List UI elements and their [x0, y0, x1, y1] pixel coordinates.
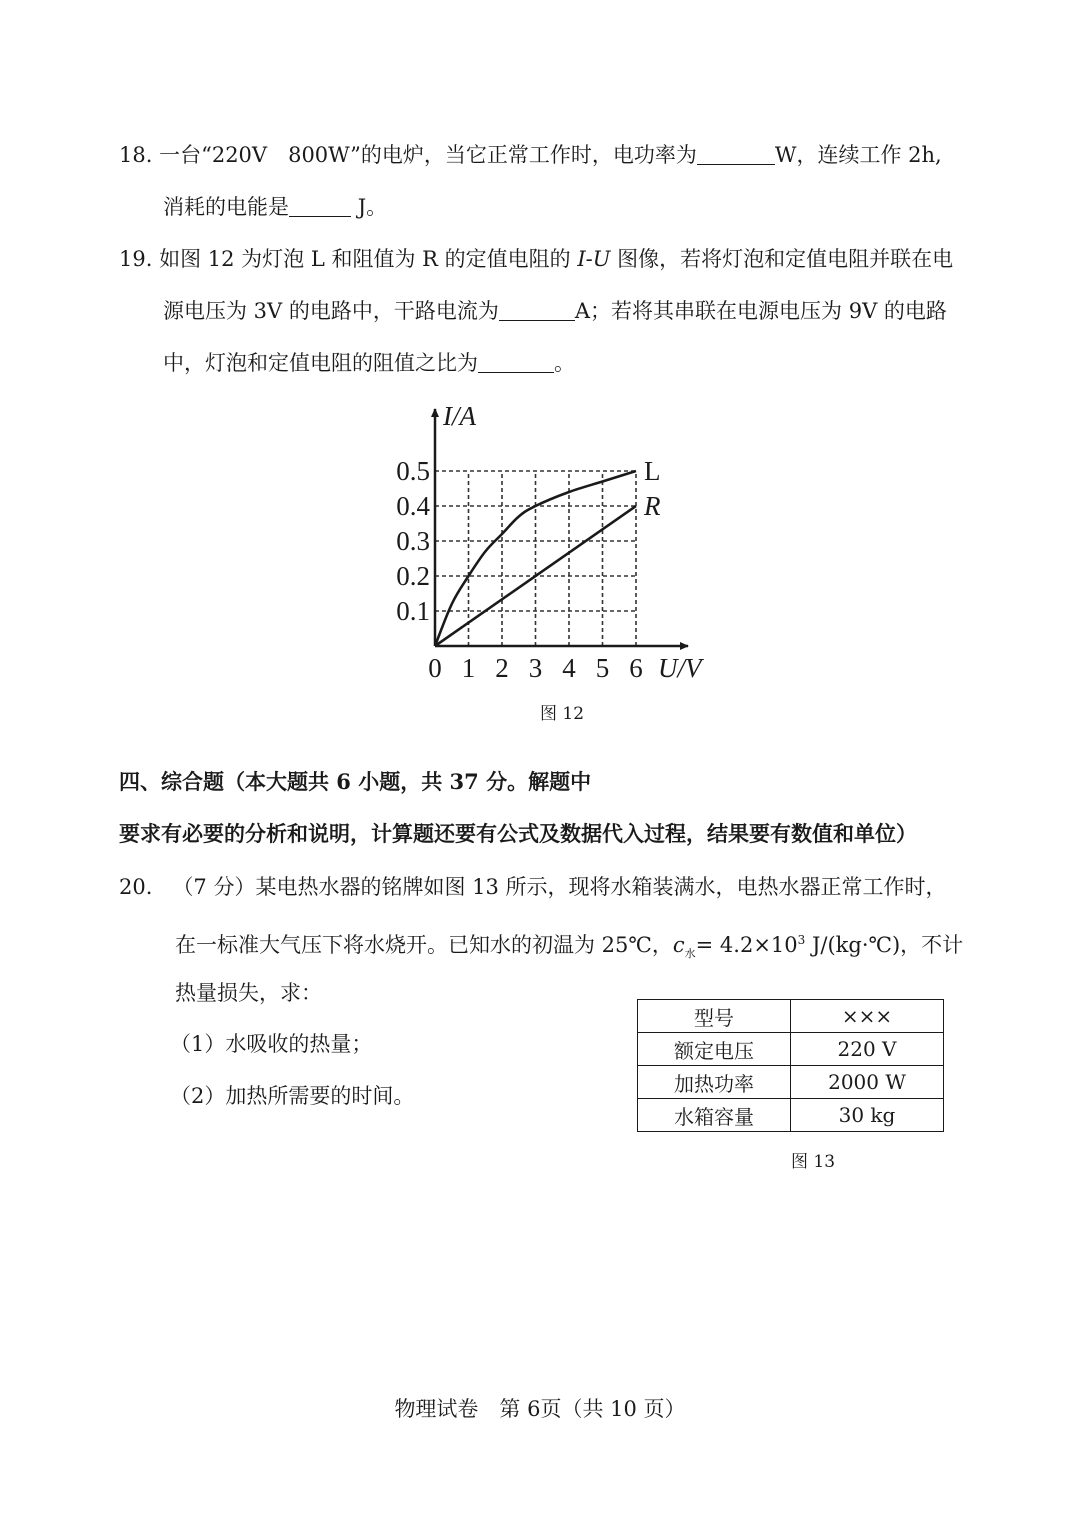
q18-line1: [119, 140, 942, 170]
q20-sub2: （2）加热所需要的时间。: [170, 1084, 415, 1108]
q19-text-a: 如图 12 为灯泡 L 和阻值为 R 的定值电阻的: [159, 247, 571, 271]
fig12-caption: 图 12: [540, 704, 585, 724]
table-cell-value: 220 V: [791, 1033, 944, 1066]
x-axis-label: U/V: [658, 653, 702, 683]
q20-text-c: = 4.2×10: [695, 933, 798, 957]
fig13-spec-table: [637, 999, 944, 1132]
table-cell-label: 加热功率: [638, 1066, 791, 1099]
table-cell-label: 型号: [638, 1000, 791, 1033]
q19-blank-current[interactable]: [499, 298, 575, 321]
table-cell-label: 额定电压: [638, 1033, 791, 1066]
q20-number: 20.: [119, 875, 153, 899]
section4-instructions: 要求有必要的分析和说明，计算题还要有公式及数据代入过程，结果要有数值和单位）: [119, 821, 917, 846]
q19-text-f: 。: [554, 351, 575, 375]
x-tick-label: 0: [428, 653, 442, 683]
table-row: [638, 1000, 944, 1033]
q18-blank-power[interactable]: [697, 142, 775, 165]
q18-text-d: J。: [357, 195, 388, 219]
x-tick-label: 6: [629, 653, 643, 683]
x-tick-label: 3: [528, 653, 543, 683]
table-cell-label: 水箱容量: [638, 1099, 791, 1132]
y-tick-label: 0.3: [396, 526, 430, 556]
q19-blank-ratio[interactable]: [478, 350, 554, 373]
q19-text-c: 源电压为 3V 的电路中，干路电流为: [163, 299, 499, 323]
x-tick-label: 2: [495, 653, 509, 683]
page-footer: 物理试卷 第 6页（共 10 页）: [394, 1397, 686, 1421]
q18-text-a: 一台“220V 800W”的电炉，当它正常工作时，电功率为: [159, 143, 697, 167]
q20-line3: 热量损失，求：: [175, 981, 322, 1005]
q19-iu-symbol: I-U: [577, 247, 611, 271]
table-row: [638, 1099, 944, 1132]
table-cell-value: 2000 W: [791, 1066, 944, 1099]
y-tick-label: 0.4: [396, 491, 430, 521]
q19-line1: [119, 244, 953, 274]
q20-sub1: （1）水吸收的热量；: [170, 1032, 373, 1056]
x-tick-label: 1: [461, 653, 476, 683]
table-cell-value: 30 kg: [791, 1099, 944, 1132]
q18-text-b: W，连续工作 2h,: [774, 143, 942, 167]
fig12-iu-chart: [378, 392, 728, 684]
q20-text-b: 在一标准大气压下将水烧开。已知水的初温为 25℃，: [175, 933, 673, 957]
y-tick-label: 0.5: [396, 456, 430, 486]
q20-c-subscript: 水: [684, 947, 696, 961]
q20-line1: [119, 872, 947, 902]
x-tick-label: 5: [595, 653, 610, 683]
q20-exponent: 3: [797, 933, 806, 947]
q18-line2: [163, 192, 387, 222]
q19-line2: [163, 296, 947, 326]
series-label-R: R: [644, 491, 661, 521]
q20-line2: [175, 925, 963, 969]
table-row: [638, 1033, 944, 1066]
y-axis-label: I/A: [443, 401, 476, 431]
fig13-caption: 图 13: [791, 1152, 836, 1172]
q20-c-symbol: c: [672, 933, 685, 957]
q19-text-d: A；若将其串联在电源电压为 9V 的电路: [574, 299, 947, 323]
series-label-L: L: [644, 456, 661, 486]
q18-blank-energy[interactable]: [289, 194, 351, 217]
table-cell-value: ×××: [791, 1000, 944, 1033]
q20-text-a: （7 分）某电热水器的铭牌如图 13 所示，现将水箱装满水，电热水器正常工作时，: [172, 875, 947, 899]
q19-text-e: 中，灯泡和定值电阻的阻值之比为: [163, 351, 478, 375]
q19-number: 19.: [119, 247, 153, 271]
x-tick-label: 4: [562, 653, 576, 683]
q20-text-d: J/(kg·℃)，不计: [805, 933, 964, 957]
chart-grid: [435, 471, 636, 646]
y-tick-label: 0.1: [396, 596, 430, 626]
section4-heading: 四、综合题（本大题共 6 小题，共 37 分。解题中: [119, 769, 592, 794]
q18-text-c: 消耗的电能是: [163, 195, 289, 219]
y-tick-label: 0.2: [396, 561, 430, 591]
table-row: [638, 1066, 944, 1099]
q18-number: 18.: [119, 143, 153, 167]
q19-text-b: 图像，若将灯泡和定值电阻并联在电: [617, 247, 954, 271]
q19-line3: [163, 348, 575, 378]
